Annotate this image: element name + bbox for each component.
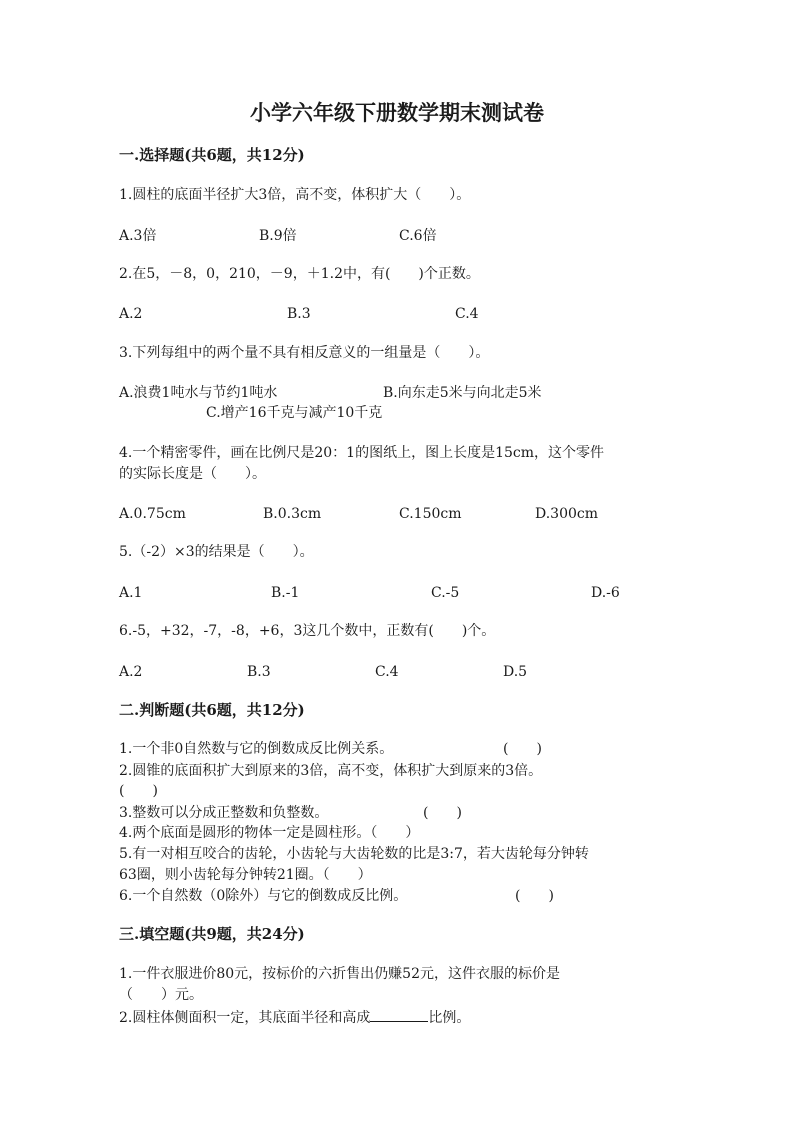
option-a: A.0.75cm xyxy=(119,506,186,522)
judge-item-text-cont: 63圈，则小齿轮每分钟转21圈。（ ） xyxy=(119,867,372,883)
option-d: D.5 xyxy=(503,664,528,680)
option-a: A.3倍 xyxy=(119,228,157,244)
judge-item-text: 5.有一对相互咬合的齿轮，小齿轮与大齿轮数的比是3:7，若大齿轮每分钟转 xyxy=(119,846,589,862)
option-b: B.0.3cm xyxy=(263,506,322,522)
page-title: 小学六年级下册数学期末测试卷 xyxy=(250,100,544,125)
question-text: 6.-5，+32，-7，-8，+6，3这几个数中，正数有( )个。 xyxy=(119,623,496,639)
option-c: C.150cm xyxy=(399,506,462,522)
answer-paren: ( ) xyxy=(119,783,158,799)
judge-item-text: 3.整数可以分成正整数和负整数。 xyxy=(119,805,329,821)
option-c: C.-5 xyxy=(431,585,460,601)
question-text: 1.圆柱的底面半径扩大3倍，高不变，体积扩大（ ）。 xyxy=(119,187,471,203)
answer-blank[interactable] xyxy=(370,1007,428,1022)
judge-item-text: 4.两个底面是圆形的物体一定是圆柱形。（ ） xyxy=(119,825,420,841)
option-c: C.4 xyxy=(455,306,479,322)
judge-item-text: 6.一个自然数（0除外）与它的倒数成反比例。 xyxy=(119,888,408,904)
section-heading-choice: 一.选择题(共6题，共12分) xyxy=(119,146,305,164)
option-c: C.4 xyxy=(375,664,399,680)
option-d: D.300cm xyxy=(535,506,599,522)
fill-item xyxy=(119,1007,470,1027)
option-b: B.3 xyxy=(247,664,271,680)
answer-paren: ( ) xyxy=(503,741,542,757)
question-text: 3.下列每组中的两个量不具有相反意义的一组量是（ ）。 xyxy=(119,345,490,361)
option-a: A.1 xyxy=(119,585,143,601)
section-heading-judge: 二.判断题(共6题，共12分) xyxy=(119,701,305,719)
option-a: A.浪费1吨水与节约1吨水 xyxy=(119,385,278,401)
option-b: B.向东走5米与向北走5米 xyxy=(383,385,542,401)
section-heading-fill: 三.填空题(共9题，共24分) xyxy=(119,925,305,943)
question-text: 2.在5，－8，0，210，－9，＋1.2中，有( )个正数。 xyxy=(119,266,480,282)
option-b: B.-1 xyxy=(271,585,300,601)
fill-item-text: 2.圆柱体侧面积一定，其底面半径和高成 xyxy=(119,1010,371,1026)
answer-paren: ( ) xyxy=(423,805,462,821)
option-d: D.-6 xyxy=(591,585,620,601)
fill-item-text: 1.一件衣服进价80元，按标价的六折售出仍赚52元，这件衣服的标价是 xyxy=(119,966,560,982)
fill-item-text-cont: （ ）元。 xyxy=(119,987,203,1003)
judge-item-text: 2.圆锥的底面积扩大到原来的3倍，高不变，体积扩大到原来的3倍。 xyxy=(119,763,543,779)
option-c: C.6倍 xyxy=(399,228,437,244)
option-a: A.2 xyxy=(119,664,143,680)
option-a: A.2 xyxy=(119,306,143,322)
question-text-cont: 的实际长度是（ ）。 xyxy=(119,466,266,482)
option-b: B.9倍 xyxy=(259,228,297,244)
answer-paren: ( ) xyxy=(515,888,554,904)
question-text: 4.一个精密零件，画在比例尺是20：1的图纸上，图上长度是15cm，这个零件 xyxy=(119,445,605,461)
option-c: C.增产16千克与减产10千克 xyxy=(206,405,383,421)
judge-item-text: 1.一个非0自然数与它的倒数成反比例关系。 xyxy=(119,741,394,757)
option-b: B.3 xyxy=(287,306,311,322)
fill-item-text-end: 比例。 xyxy=(428,1010,471,1026)
question-text: 5.（-2）×3的结果是（ ）。 xyxy=(119,544,314,560)
